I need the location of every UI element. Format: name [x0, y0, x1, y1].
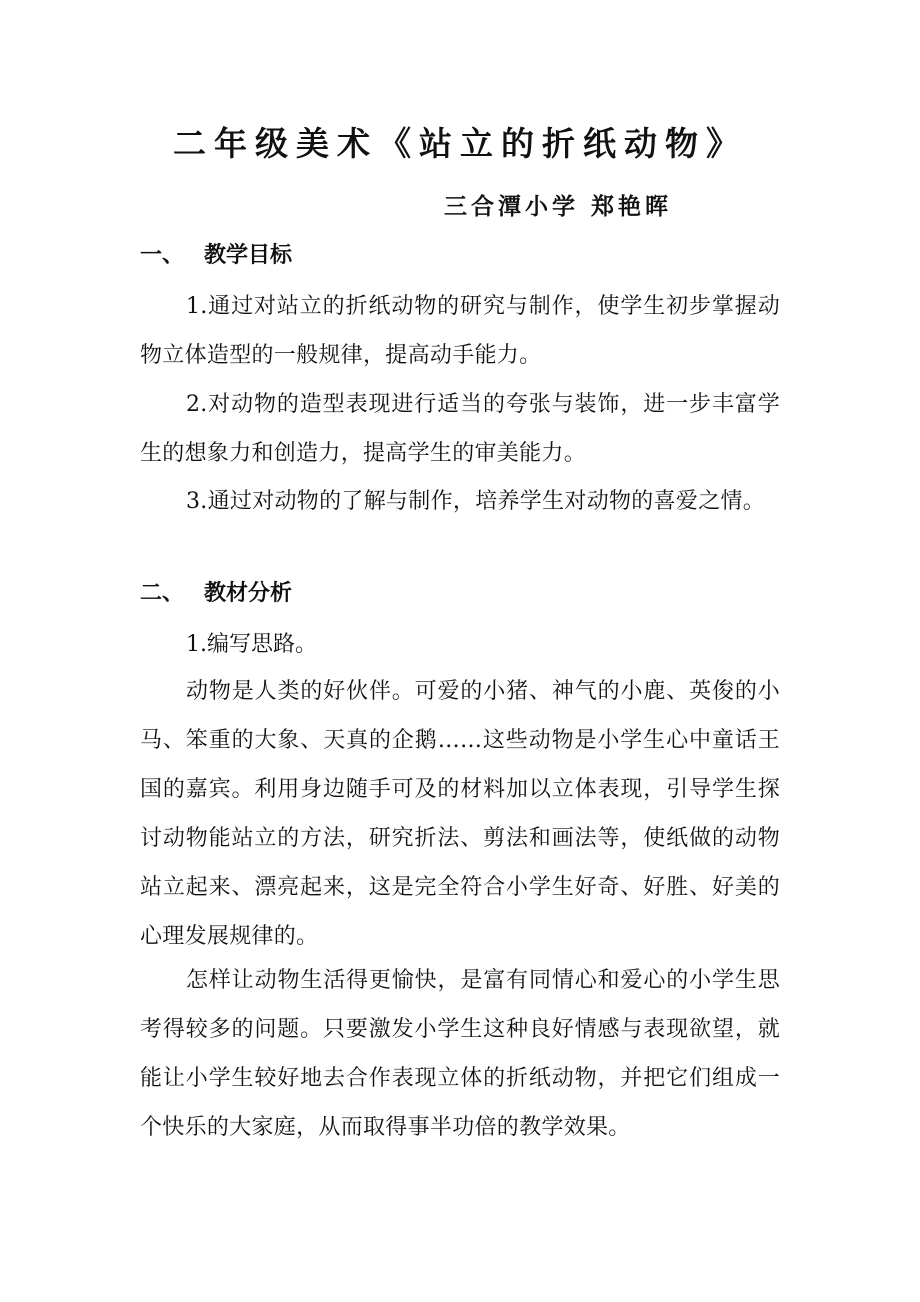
goal-2: 2.对动物的造型表现进行适当的夸张与装饰，进一步丰富学生的想象力和创造力，提高学生的审美能力。 [140, 392, 780, 466]
section-2-title: 教材分析 [204, 581, 293, 606]
analysis-paragraph-2: 怎样让动物生活得更愉快，是富有同情心和爱心的小学生思考得较多的问题。只要激发小学生这种良好情感与表现欲望，就能让小学生较好地去合作表现立体的折纸动物，并把它们组成一个快乐的大家庭，从而取得事半功倍的教学效果。 [140, 968, 780, 1140]
section-1-title: 教学目标 [204, 243, 293, 268]
section-1-number: 一、 [140, 243, 185, 268]
document-author: 三合潭小学 郑艳晖 [444, 193, 673, 220]
section-2-number: 二、 [140, 581, 185, 606]
analysis-paragraph-1: 动物是人类的好伙伴。可爱的小猪、神气的小鹿、英俊的小马、笨重的大象、天真的企鹅……这些动物是小学生心中童话王国的嘉宾。利用身边随手可及的材料加以立体表现，引导学生探讨动物能站立的方法，研究折法、剪法和画法等，使纸做的动物站立起来、漂亮起来，这是完全符合小学生好奇、好胜、好美的心理发展规律的。 [140, 679, 780, 949]
document-title: 二年级美术《站立的折纸动物》 [173, 124, 747, 163]
section-2-heading [140, 579, 292, 609]
section-1-heading [140, 241, 292, 271]
goal-1: 1.通过对站立的折纸动物的研究与制作，使学生初步掌握动物立体造型的一般规律，提高动手能力。 [140, 294, 780, 368]
goal-3: 3.通过对动物的了解与制作，培养学生对动物的喜爱之情。 [186, 489, 766, 514]
section-2-subheading: 1.编写思路。 [186, 632, 317, 657]
